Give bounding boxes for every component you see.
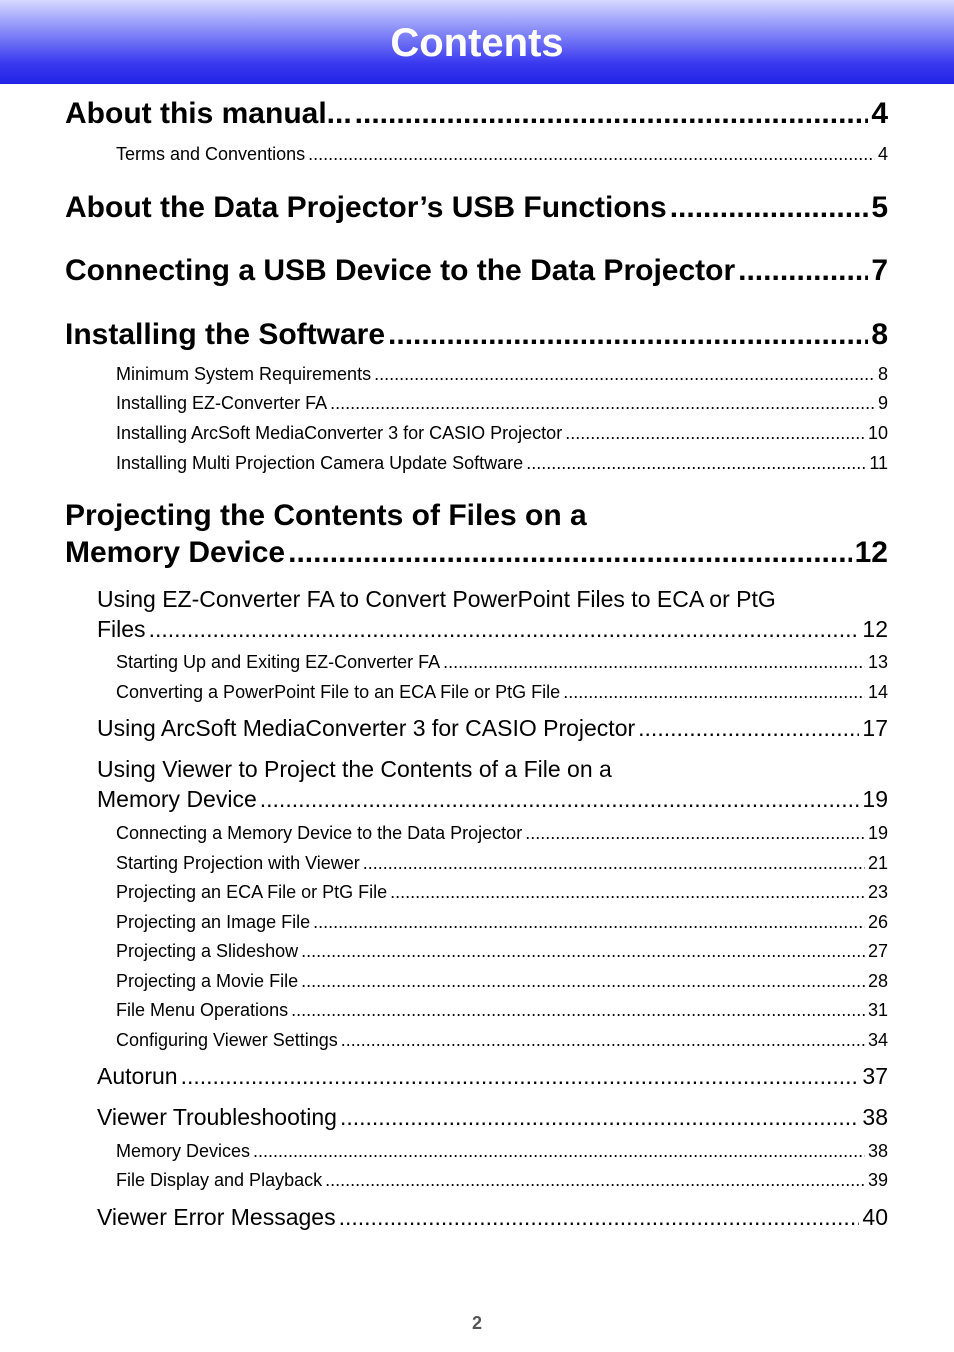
toc-entry-title: Files — [97, 616, 146, 642]
toc-entry-title: File Menu Operations — [116, 1000, 289, 1020]
toc-entry-title: Starting Up and Exiting EZ-Converter FA — [116, 652, 441, 672]
toc-entry-page-number: 12 — [854, 536, 888, 569]
toc-entry-page-number: 11 — [869, 453, 888, 473]
toc-entry-level-3[interactable] — [116, 392, 888, 414]
toc-entry-title: Converting a PowerPoint File to an ECA File or PtG File — [116, 682, 561, 702]
toc-entry-level-3[interactable] — [116, 363, 888, 385]
toc-entry-page-number: 12 — [862, 616, 888, 642]
toc-entry-level-1[interactable] — [65, 96, 888, 132]
toc-leader-dots — [330, 392, 875, 414]
toc-leader-dots — [339, 1203, 860, 1231]
toc-leader-dots — [363, 852, 865, 874]
toc-entry-page-number: 26 — [867, 912, 888, 932]
toc-entry-title: Viewer Error Messages — [97, 1204, 336, 1230]
toc-entry-page-number: 19 — [862, 786, 888, 812]
page-title: Contents — [390, 21, 564, 65]
toc-entry-title: Minimum System Requirements — [116, 364, 372, 384]
toc-leader-dots — [341, 1029, 865, 1051]
toc-leader-dots — [325, 1169, 865, 1191]
toc-entry-title: Installing EZ-Converter FA — [116, 393, 328, 413]
toc-entry-title: Projecting an Image File — [116, 912, 311, 932]
toc-entry-level-3[interactable] — [116, 911, 888, 933]
toc-entry-page-number: 10 — [867, 423, 888, 443]
toc-entry-level-3[interactable] — [116, 1169, 888, 1191]
toc-entry-page-number: 39 — [867, 1170, 888, 1190]
toc-entry-page-number: 4 — [877, 144, 888, 164]
toc-entry-page-number: 5 — [871, 191, 888, 224]
toc-entry-page-number: 27 — [867, 941, 888, 961]
toc-entry-page-number: 23 — [867, 882, 888, 902]
toc-entry-level-2[interactable] — [97, 1062, 888, 1090]
toc-entry-title: Using ArcSoft MediaConverter 3 for CASIO Projector — [97, 715, 636, 741]
toc-entry-title: Installing Multi Projection Camera Update Software — [116, 453, 524, 473]
toc-entry-level-1[interactable] — [65, 535, 888, 571]
toc-entry-page-number: 8 — [877, 364, 888, 384]
toc-leader-dots — [388, 317, 868, 353]
toc-entry-title: Connecting a USB Device to the Data Projector — [65, 254, 736, 287]
toc-leader-dots — [565, 422, 865, 444]
toc-entry-title: Projecting an ECA File or PtG File — [116, 882, 388, 902]
toc-entry-title: Memory Devices — [116, 1141, 251, 1161]
toc-entry-page-number: 28 — [867, 971, 888, 991]
toc-entry-title: Installing the Software — [65, 318, 386, 351]
toc-entry-level-2[interactable] — [97, 714, 888, 742]
toc-entry-level-2[interactable] — [97, 1203, 888, 1231]
toc-entry-level-3[interactable] — [116, 822, 888, 844]
toc-leader-dots — [301, 970, 865, 992]
toc-entry-lead-text: Projecting the Contents of Files on a — [65, 499, 587, 532]
toc-entry-title: File Display and Playback — [116, 1170, 323, 1190]
toc-entry-page-number: 9 — [877, 393, 888, 413]
toc-entry-page-number: 7 — [871, 254, 888, 287]
page-number: 2 — [471, 1313, 482, 1333]
toc-entry-title: Configuring Viewer Settings — [116, 1030, 338, 1050]
toc-entry-page-number: 4 — [871, 97, 888, 130]
toc-leader-dots — [390, 881, 865, 903]
toc-entry-title: Connecting a Memory Device to the Data Projector — [116, 823, 523, 843]
toc-entry-title: Installing ArcSoft MediaConverter 3 for CASIO Projector — [116, 423, 563, 443]
toc-leader-dots — [253, 1140, 865, 1162]
toc-entry-level-1[interactable] — [65, 190, 888, 226]
toc-leader-dots — [308, 143, 875, 165]
toc-entry-title: Starting Projection with Viewer — [116, 853, 360, 873]
toc-entry-level-3[interactable] — [116, 1140, 888, 1162]
toc-entry-level-3[interactable] — [116, 970, 888, 992]
toc-entry-page-number: 14 — [867, 682, 888, 702]
toc-entry-title: Projecting a Slideshow — [116, 941, 299, 961]
toc-entry-title: Terms and Conventions — [116, 144, 306, 164]
toc-entry-page-number: 13 — [867, 652, 888, 672]
toc-entry-page-number: 37 — [862, 1063, 888, 1089]
toc-leader-dots — [260, 785, 860, 813]
toc-entry-level-3[interactable] — [116, 452, 888, 474]
toc-entry-level-2[interactable] — [97, 1103, 888, 1131]
toc-entry-title: Projecting a Movie File — [116, 971, 299, 991]
toc-leader-dots — [526, 452, 866, 474]
toc-entry-level-3[interactable] — [116, 940, 888, 962]
toc-entry-page-number: 17 — [862, 715, 888, 741]
toc-entry-page-number: 38 — [867, 1141, 888, 1161]
toc-entry-page-number: 8 — [871, 318, 888, 351]
toc-entry-level-3[interactable] — [116, 881, 888, 903]
toc-entry-level-3[interactable] — [116, 1029, 888, 1051]
toc-entry-title: About this manual... — [65, 97, 352, 130]
toc-entry-title: About the Data Projector’s USB Functions — [65, 191, 667, 224]
toc-entry-page-number: 40 — [862, 1204, 888, 1230]
toc-leader-dots — [301, 940, 865, 962]
toc-leader-dots — [340, 1103, 859, 1131]
toc-leader-dots — [443, 651, 865, 673]
toc-leader-dots — [355, 96, 869, 132]
toc-leader-dots — [563, 681, 865, 703]
toc-leader-dots — [313, 911, 865, 933]
toc-leader-dots — [288, 535, 852, 571]
toc-entry-title: Viewer Troubleshooting — [97, 1104, 337, 1130]
toc-leader-dots — [670, 190, 869, 226]
toc-entry-level-3[interactable] — [116, 852, 888, 874]
toc-entry-level-1[interactable] — [65, 253, 888, 289]
toc-entry-title: Autorun — [97, 1063, 178, 1089]
toc-entry-level-1[interactable] — [65, 317, 888, 353]
toc-entry-lead-text: Using Viewer to Project the Contents of a File on a — [97, 756, 612, 782]
toc-entry-level-3[interactable] — [116, 999, 888, 1021]
toc-leader-dots — [738, 253, 868, 289]
toc-entry-lead-text: Using EZ-Converter FA to Convert PowerPoint Files to ECA or PtG — [97, 586, 776, 612]
toc-entry-level-3[interactable] — [116, 681, 888, 703]
toc-entry-level-2[interactable] — [97, 785, 888, 813]
toc-leader-dots — [291, 999, 865, 1021]
toc-leader-dots — [374, 363, 875, 385]
toc-entry-page-number: 19 — [867, 823, 888, 843]
toc-entry-page-number: 31 — [867, 1000, 888, 1020]
toc-entry-title: Memory Device — [97, 786, 257, 812]
toc-leader-dots — [181, 1062, 860, 1090]
toc-entry-page-number: 38 — [862, 1104, 888, 1130]
toc-leader-dots — [525, 822, 865, 844]
toc-entry-level-3[interactable] — [116, 422, 888, 444]
toc-entry-level-3[interactable] — [116, 143, 888, 165]
toc-entry-level-2[interactable] — [97, 615, 888, 643]
toc-entry-page-number: 34 — [867, 1030, 888, 1050]
toc-entry-level-3[interactable] — [116, 651, 888, 673]
toc-entry-title: Memory Device — [65, 536, 286, 569]
toc-leader-dots — [149, 615, 860, 643]
toc-leader-dots — [638, 714, 859, 742]
toc-entry-page-number: 21 — [867, 853, 888, 873]
